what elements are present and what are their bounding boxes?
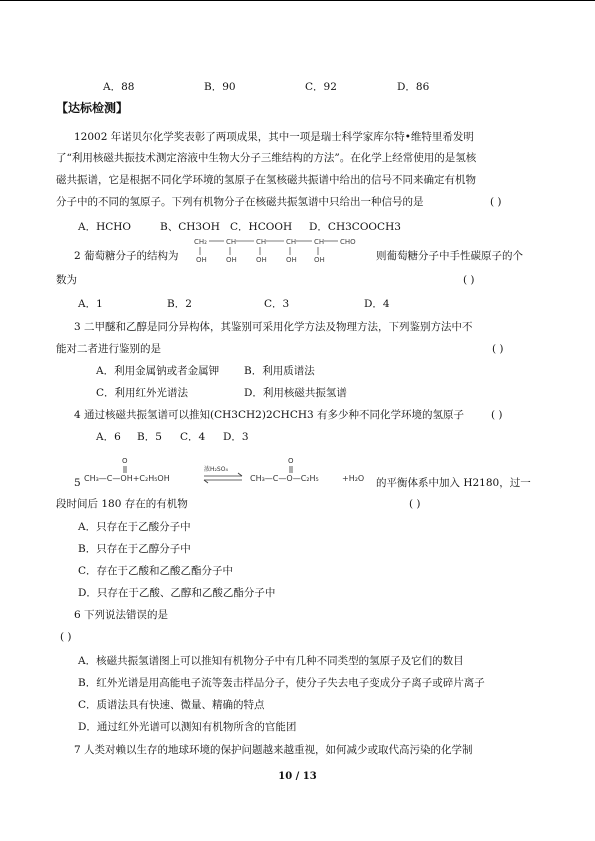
q1-line-4: 分子中的不同的氢原子。下列有机物分子在核磁共振氢谱中只给出一种信号的是 xyxy=(56,196,424,208)
q3-option-c: C．利用红外光谱法 xyxy=(96,387,189,399)
q5-option-a: A．只存在于乙酸分子中 xyxy=(78,521,191,533)
q7-line: 7 人类对赖以生存的地球环境的保护问题越来越重视，如何减少或取代高污染的化学制 xyxy=(74,744,473,756)
prev-option-a: A．88 xyxy=(103,81,135,93)
prev-option-b: B．90 xyxy=(204,81,236,93)
q4-answer-paren: ( ) xyxy=(491,409,503,421)
q4-line: 4 通过核磁共振氢谱可以推知(CH3CH2)2CHCH3 有多少种不同化学环境的氢原子 xyxy=(74,409,465,421)
q2-option-a: A．1 xyxy=(78,298,103,310)
q5-answer-paren: ( ) xyxy=(409,498,421,510)
q2-option-d: D．4 xyxy=(364,298,390,310)
q4-option-a: A．6 xyxy=(96,431,121,443)
q3-option-a: A．利用金属钠或者金属钾 xyxy=(96,365,220,377)
esterification-equation-image xyxy=(80,455,374,489)
prev-option-c: C．92 xyxy=(305,81,337,93)
q5-suffix: 的平衡体系中加入 H2180，过一 xyxy=(376,477,531,489)
q6-option-d: D．通过红外光谱可以测知有机物所含的官能团 xyxy=(78,721,297,733)
svg-text:OH: OH xyxy=(256,256,267,264)
q2-prefix: 2 葡萄糖分子的结构为 xyxy=(74,250,179,262)
svg-text:CH₃—C—OH+C₂H₅OH: CH₃—C—OH+C₂H₅OH xyxy=(84,474,170,483)
q2-option-b: B．2 xyxy=(167,298,192,310)
q5-option-b: B．只存在于乙醇分子中 xyxy=(78,543,191,555)
q2-line-2: 数为 xyxy=(56,274,77,286)
svg-text:O: O xyxy=(288,457,294,465)
q1-option-d: D．CH3COOCH3 xyxy=(309,221,401,233)
q3-answer-paren: ( ) xyxy=(492,343,504,355)
page-number: 10 / 13 xyxy=(278,771,317,782)
q3-line-2: 能对二者进行鉴别的是 xyxy=(56,343,161,355)
q3-option-d: D．利用核磁共振氢谱 xyxy=(244,387,347,399)
q3-line-1: 3 二甲醚和乙醇是同分异构体，其鉴别可采用化学方法及物理方法，下列鉴别方法中不 xyxy=(74,321,473,333)
svg-text:CH₃—C—O—C₂H₅: CH₃—C—O—C₂H₅ xyxy=(250,474,319,483)
glucose-structure-image xyxy=(190,236,370,266)
q1-answer-paren: ( ) xyxy=(490,196,502,208)
q1-line-2: 了“利用核磁共振技术测定溶液中生物大分子三维结构的方法”。在化学上经常使用的是氢核 xyxy=(56,152,477,164)
q6-line: 6 下列说法错误的是 xyxy=(74,609,169,621)
q1-option-a: A．HCHO xyxy=(78,221,132,233)
q5-option-d: D．只存在于乙酸、乙醇和乙酸乙酯分子中 xyxy=(78,587,276,599)
q4-option-d: D．3 xyxy=(223,431,249,443)
q5-line-2: 段时间后 180 存在的有机物 xyxy=(56,498,188,510)
q1-option-c: C．HCOOH xyxy=(230,221,293,233)
q2-suffix: 则葡萄糖分子中手性碳原子的个 xyxy=(376,250,523,262)
q6-option-b: B．红外光谱是用高能电子流等轰击样品分子，使分子失去电子变成分子离子或碎片离子 xyxy=(78,677,485,689)
svg-text:CH: CH xyxy=(286,238,297,246)
top-rule xyxy=(0,0,595,1)
svg-text:O: O xyxy=(122,457,128,465)
q2-answer-paren: ( ) xyxy=(463,274,475,286)
svg-text:+H₂O: +H₂O xyxy=(342,474,365,483)
svg-text:CH: CH xyxy=(256,238,267,246)
q6-answer-paren: ( ) xyxy=(60,631,72,643)
svg-text:CHO: CHO xyxy=(340,238,356,246)
svg-text:OH: OH xyxy=(286,256,297,264)
q6-option-c: C．质谱法具有快速、微量、精确的特点 xyxy=(78,699,265,711)
svg-text:OH: OH xyxy=(314,256,325,264)
svg-text:OH: OH xyxy=(226,256,237,264)
q3-option-b: B．利用质谱法 xyxy=(244,365,315,377)
q6-option-a: A．核磁共振氢谱图上可以推知有机物分子中有几种不同类型的氢原子及它们的数目 xyxy=(78,655,464,667)
svg-text:OH: OH xyxy=(196,256,207,264)
section-title: 【达标检测】 xyxy=(56,101,129,115)
q1-line-3: 磁共振谱，它是根据不同化学环境的氢原子在氢核磁共振谱中给出的信号不同来确定有机物 xyxy=(56,174,476,186)
svg-text:浓H₂SO₄: 浓H₂SO₄ xyxy=(204,466,228,473)
q5-number: 5 xyxy=(74,477,81,489)
svg-text:CH: CH xyxy=(314,238,325,246)
q4-option-c: C．4 xyxy=(180,431,206,443)
svg-text:CH₂: CH₂ xyxy=(194,238,207,246)
q1-line-1: 12002 年诺贝尔化学奖表彰了两项成果，其中一项是瑞士科学家库尔特•维特里希发明 xyxy=(74,131,474,143)
q2-option-c: C．3 xyxy=(264,298,290,310)
prev-option-d: D．86 xyxy=(397,81,430,93)
q1-option-b: B、CH3OH xyxy=(160,221,220,233)
q5-option-c: C．存在于乙酸和乙酸乙酯分子中 xyxy=(78,565,234,577)
svg-text:CH: CH xyxy=(226,238,237,246)
q4-option-b: B．5 xyxy=(137,431,162,443)
